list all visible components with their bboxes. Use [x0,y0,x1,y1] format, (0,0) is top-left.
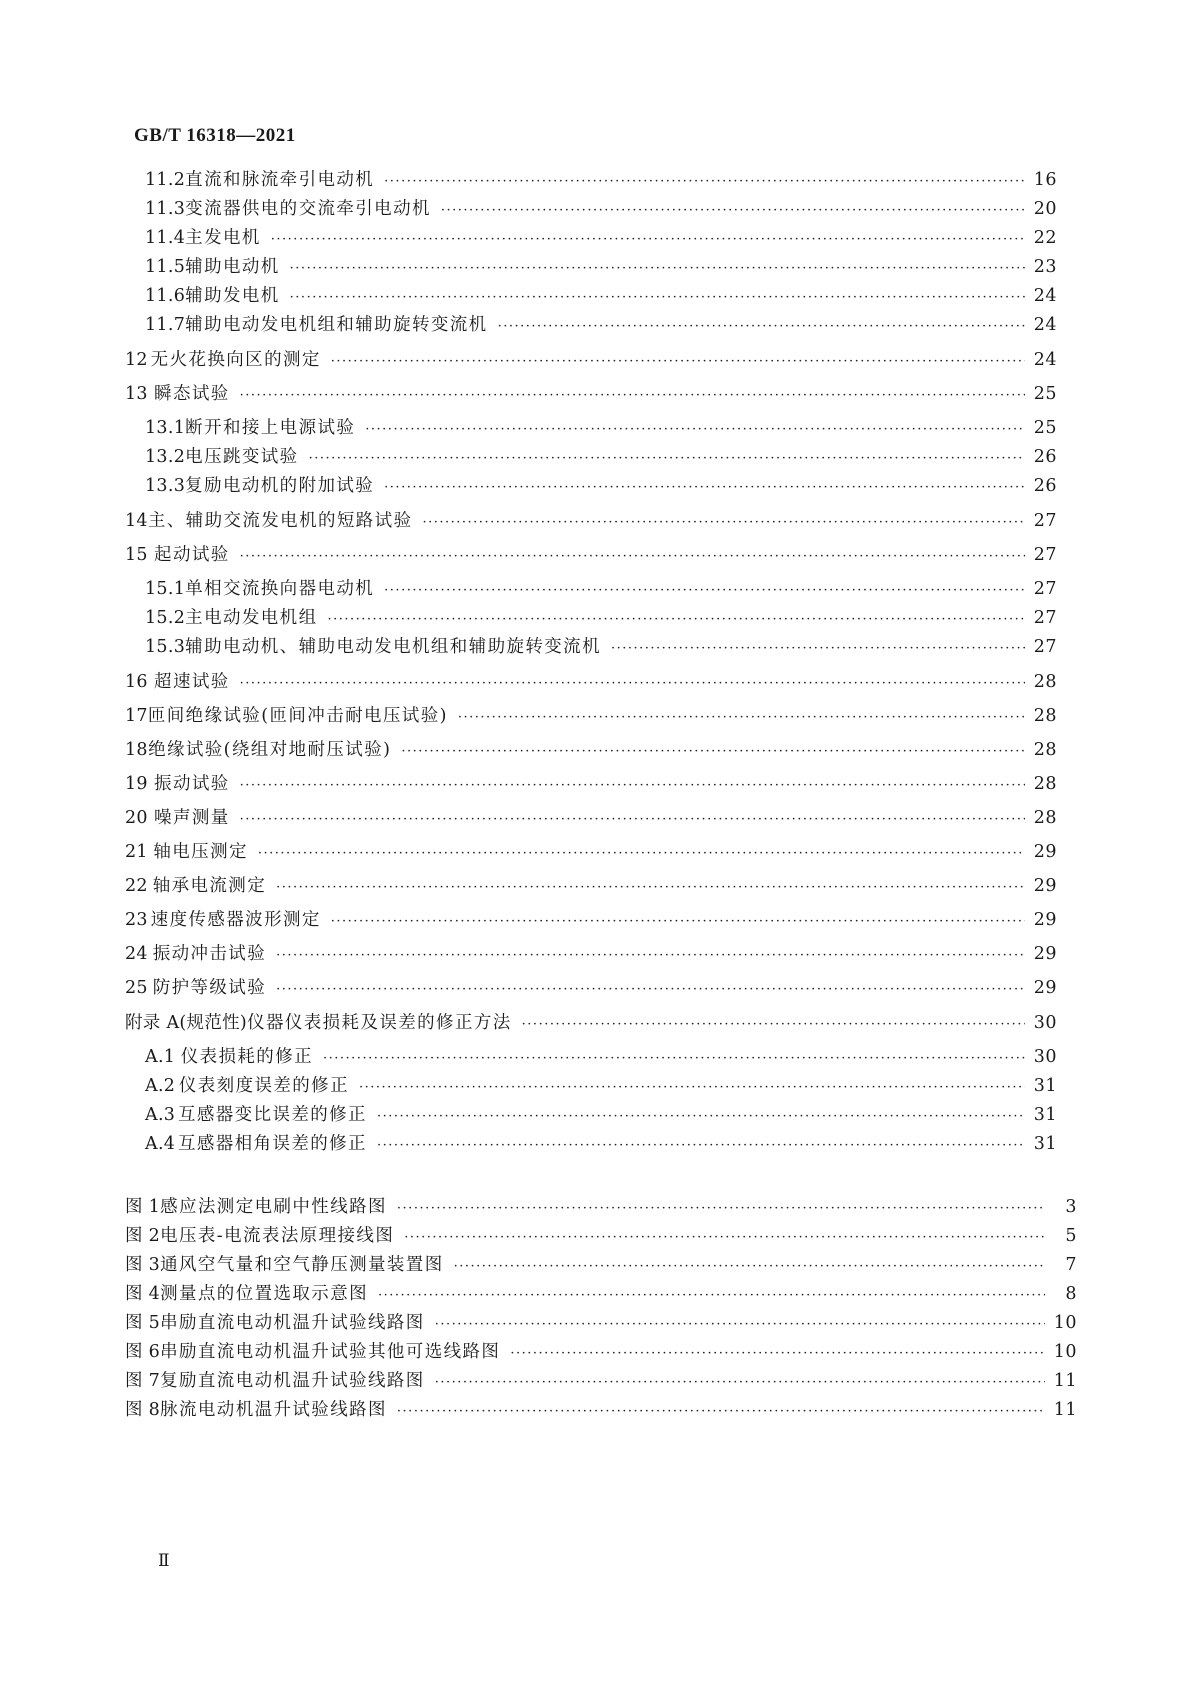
figure-entry-number: 图 1 [125,1197,161,1217]
figure-entry-number: 图 3 [125,1255,161,1275]
leader-dots [240,671,1025,697]
toc-entry-title: 辅助电动机、辅助电动发电机组和辅助旋转变流机 [185,637,601,657]
toc-entry[interactable] [145,576,1057,602]
toc-entry-page: 28 [1033,808,1057,828]
toc-entry-page: 31 [1033,1134,1057,1154]
toc-entry-number: 18 [125,740,148,760]
toc-entry[interactable] [125,839,1057,865]
toc-entry-page: 27 [1033,608,1057,628]
figure-entry-number: 图 2 [125,1226,161,1246]
toc-entry-title: 单相交流换向器电动机 [185,579,375,599]
toc-entry-title: 仪器仪表损耗及误差的修正方法 [247,1013,512,1033]
leader-dots [240,383,1025,409]
toc-entry[interactable] [125,703,1057,729]
toc-entry[interactable] [125,975,1057,1001]
toc-entry[interactable] [125,347,1057,373]
leader-dots [378,1283,1045,1309]
toc-entry-number: 11.2 [145,170,186,190]
leader-dots [331,909,1025,935]
toc-entry-title: 辅助发电机 [185,286,280,306]
toc-entry[interactable] [145,283,1057,309]
toc-entry-page: 24 [1033,286,1057,306]
toc-entry-title: 轴承电流测定 [152,876,267,896]
toc-entry[interactable] [125,508,1057,534]
leader-dots [397,1399,1045,1425]
toc-entry[interactable] [145,167,1057,193]
toc-entry[interactable] [125,1010,1057,1036]
toc-entry[interactable] [125,669,1057,695]
leader-dots [240,773,1025,799]
toc-entry-title: 主发电机 [185,228,261,248]
leader-dots [384,169,1025,195]
toc-entry[interactable] [125,805,1057,831]
toc-entry-number: A.1 [145,1047,176,1067]
toc-entry-title: 主、辅助交流发电机的短路试验 [147,511,413,531]
toc-entry-title: 直流和脉流牵引电动机 [185,170,375,190]
toc-entry[interactable] [145,444,1057,470]
leader-dots [290,285,1025,311]
figure-entry-page: 3 [1065,1197,1077,1217]
toc-entry[interactable] [145,473,1057,499]
toc-entry-page: 28 [1033,706,1057,726]
toc-entry[interactable] [145,312,1057,338]
leader-dots [458,705,1025,731]
toc-entry-number: 11.3 [145,199,186,219]
toc-entry[interactable] [145,1073,1057,1099]
toc-entry-title: 超速试验 [154,672,230,692]
toc-entry-page: 25 [1033,384,1057,404]
toc-entry-title: 变流器供电的交流牵引电动机 [185,199,431,219]
toc-entry-number: 16 [125,672,148,692]
toc-entry-title: 互感器变比误差的修正 [177,1105,367,1125]
toc-entry-page: 30 [1033,1013,1057,1033]
toc-entry-page: 20 [1033,199,1057,219]
toc-entry-page: 29 [1033,978,1057,998]
toc-entry-page: 23 [1033,257,1057,277]
figure-entry-page: 8 [1065,1284,1077,1304]
toc-entry-title: 绝缘试验(绕组对地耐压试验) [148,740,392,760]
toc-entry-number: A.3 [145,1105,176,1125]
toc-entry-number: 11.5 [145,257,186,277]
figure-entry[interactable] [125,1252,1077,1278]
toc-entry-number: 13.3 [145,476,186,496]
figure-entry-title: 复励直流电动机温升试验线路图 [160,1371,425,1391]
toc-entry-page: 27 [1033,545,1057,565]
toc-entry-number: 15.3 [145,637,186,657]
leader-dots [611,636,1025,662]
toc-entry[interactable] [125,542,1057,568]
toc-entry-page: 28 [1033,672,1057,692]
figure-entry-page: 7 [1065,1255,1077,1275]
toc-entry-title: 辅助电动机 [185,257,280,277]
toc-entry[interactable] [145,196,1057,222]
figure-entry-title: 串励直流电动机温升试验其他可选线路图 [160,1342,501,1362]
toc-entry-page: 22 [1033,228,1057,248]
toc-entry[interactable] [125,873,1057,899]
toc-entry-title: 振动试验 [154,774,230,794]
toc-entry-number: A.2 [145,1076,176,1096]
figure-entry-title: 通风空气量和空气静压测量装置图 [160,1255,444,1275]
toc-entry[interactable] [145,254,1057,280]
toc-entry-number: 24 [125,944,148,964]
standard-code: GB/T 16318—2021 [134,125,296,146]
toc-entry-title: 仪表刻度误差的修正 [178,1076,349,1096]
leader-dots [377,1133,1025,1159]
toc-entry-page: 26 [1033,447,1057,467]
leader-dots [290,256,1025,282]
toc-entry-page: 29 [1033,910,1057,930]
figure-entry[interactable] [125,1310,1077,1336]
toc-entry-number: 23 [125,910,148,930]
leader-dots [384,578,1025,604]
toc-entry-number: 20 [125,808,148,828]
figure-entry-title: 测量点的位置选取示意图 [160,1284,369,1304]
leader-dots [331,349,1025,375]
leader-dots [359,1075,1025,1101]
leader-dots [240,544,1025,570]
toc-entry-page: 27 [1033,511,1057,531]
leader-dots [401,739,1025,765]
toc-entry[interactable] [145,605,1057,631]
toc-entry[interactable] [145,1044,1057,1070]
toc-entry[interactable] [145,415,1057,441]
toc-entry-number: 19 [125,774,148,794]
figure-entry-title: 电压表-电流表法原理接线图 [160,1226,395,1246]
leader-dots [377,1104,1025,1130]
toc-entry-page: 27 [1033,637,1057,657]
toc-entry-number: 17 [125,706,148,726]
toc-entry-title: 复励电动机的附加试验 [185,476,375,496]
toc-entry-title: 主电动发电机组 [185,608,318,628]
toc-entry[interactable] [145,634,1057,660]
leader-dots [323,1046,1025,1072]
leader-dots [240,807,1025,833]
figure-entry[interactable] [125,1223,1077,1249]
leader-dots [510,1341,1045,1367]
figure-entry-number: 图 4 [125,1284,161,1304]
toc-entry-title: 辅助电动发电机组和辅助旋转变流机 [185,315,488,335]
figure-entry-title: 感应法测定电刷中性线路图 [160,1197,387,1217]
toc-entry-title: 瞬态试验 [154,384,230,404]
toc-entry-number: 15.2 [145,608,186,628]
toc-entry-page: 24 [1033,350,1057,370]
toc-entry-title: 起动试验 [154,545,230,565]
toc-entry[interactable] [145,225,1057,251]
toc-entry-title: 无火花换向区的测定 [150,350,321,370]
leader-dots [422,510,1025,536]
toc-entry-title: 断开和接上电源试验 [185,418,356,438]
toc-entry-number: 25 [125,978,148,998]
leader-dots [404,1225,1045,1251]
toc-entry[interactable] [125,737,1057,763]
toc-entry-number: 11.6 [145,286,186,306]
toc-entry-number: 附录 A(规范性) [125,1013,248,1033]
leader-dots [384,475,1025,501]
toc-entry-page: 31 [1033,1076,1057,1096]
toc-entry-title: 匝间绝缘试验(匝间冲击耐电压试验) [147,706,448,726]
toc-entry-number: 13 [125,384,148,404]
toc-entry-page: 27 [1033,579,1057,599]
toc-entry-title: 噪声测量 [154,808,230,828]
leader-dots [522,1012,1025,1038]
leader-dots [441,198,1025,224]
toc-entry-title: 速度传感器波形测定 [150,910,321,930]
page-number: Ⅱ [158,1551,170,1570]
toc-entry-page: 28 [1033,740,1057,760]
leader-dots [454,1254,1045,1280]
figure-entry-page: 11 [1053,1400,1077,1420]
figure-entry-title: 脉流电动机温升试验线路图 [160,1400,387,1420]
toc-entry-page: 16 [1033,170,1057,190]
figure-entry-page: 11 [1053,1371,1077,1391]
leader-dots [276,977,1025,1003]
toc-entry-number: 13.1 [145,418,186,438]
figure-entry[interactable] [125,1339,1077,1365]
figure-entry-page: 10 [1053,1342,1077,1362]
toc-entry-number: 12 [125,350,148,370]
figure-entry[interactable] [125,1194,1077,1220]
toc-entry-page: 29 [1033,842,1057,862]
toc-entry-number: 11.7 [145,315,186,335]
toc-entry-number: 21 [125,842,148,862]
figure-entry[interactable] [125,1397,1077,1423]
toc-entry[interactable] [125,771,1057,797]
toc-entry[interactable] [125,941,1057,967]
toc-entry-title: 互感器相角误差的修正 [177,1134,367,1154]
toc-entry-number: 13.2 [145,447,186,467]
toc-entry-page: 30 [1033,1047,1057,1067]
toc-entry-number: 22 [125,876,148,896]
toc-entry-page: 29 [1033,876,1057,896]
figure-entry-page: 5 [1065,1226,1077,1246]
toc-entry-title: 轴电压测定 [153,842,248,862]
toc-entry-page: 31 [1033,1105,1057,1125]
leader-dots [271,227,1025,253]
figure-entry-number: 图 7 [125,1371,161,1391]
figure-entry[interactable] [125,1281,1077,1307]
figure-entry-title: 串励直流电动机温升试验线路图 [160,1313,425,1333]
toc-entry-number: 15.1 [145,579,186,599]
figure-entry-number: 图 5 [125,1313,161,1333]
toc-entry[interactable] [145,1131,1057,1157]
toc-entry-number: A.4 [145,1134,176,1154]
leader-dots [397,1196,1045,1222]
toc-entry-page: 24 [1033,315,1057,335]
toc-entry-page: 26 [1033,476,1057,496]
leader-dots [365,417,1025,443]
toc-entry-title: 仪表损耗的修正 [180,1047,314,1067]
leader-dots [435,1312,1045,1338]
leader-dots [258,841,1025,867]
leader-dots [498,314,1025,340]
toc-entry-page: 29 [1033,944,1057,964]
toc-entry-number: 14 [125,511,148,531]
toc-entry-page: 25 [1033,418,1057,438]
figure-entry-number: 图 6 [125,1342,161,1362]
figure-entry[interactable] [125,1368,1077,1394]
toc-entry-page: 28 [1033,774,1057,794]
leader-dots [309,446,1025,472]
leader-dots [276,943,1025,969]
toc-entry-title: 振动冲击试验 [152,944,267,964]
toc-entry-title: 防护等级试验 [152,978,267,998]
toc-entry-number: 15 [125,545,148,565]
toc-entry-number: 11.4 [145,228,186,248]
leader-dots [327,607,1025,633]
toc-entry[interactable] [125,381,1057,407]
toc-entry-title: 电压跳变试验 [185,447,299,467]
leader-dots [276,875,1025,901]
toc-entry[interactable] [145,1102,1057,1128]
figure-entry-page: 10 [1053,1313,1077,1333]
toc-entry[interactable] [125,907,1057,933]
figure-entry-number: 图 8 [125,1400,161,1420]
leader-dots [435,1370,1045,1396]
